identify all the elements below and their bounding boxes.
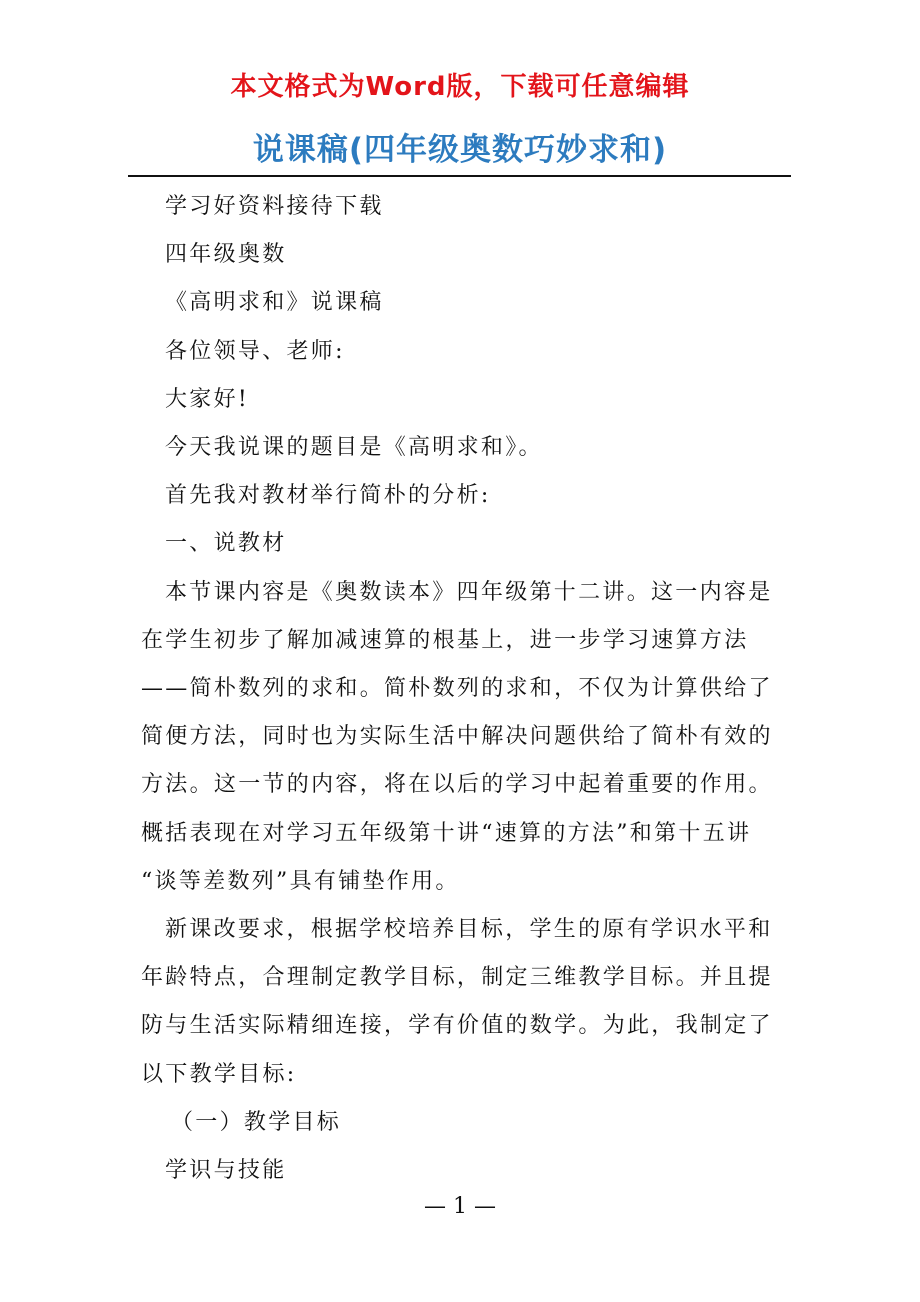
body-line: 《高明求和》说课稿: [165, 290, 384, 316]
paragraph-line: 防与生活实际精细连接，学有价值的数学。为此，我制定了: [141, 1013, 773, 1039]
format-notice: 本文格式为Word版，下载可任意编辑: [230, 72, 690, 102]
body-line: 大家好!: [165, 386, 250, 412]
body-line: 学习好资料接待下载: [165, 194, 384, 219]
body-line: 今天我说课的题目是《高明求和》。: [165, 435, 543, 461]
paragraph-line: 方法。这一节的内容，将在以后的学习中起着重要的作用。: [141, 772, 773, 798]
document-body: [141, 183, 801, 1195]
paragraph-line: 以下教学目标:: [141, 1061, 297, 1087]
paragraph-line: “谈等差数列”具有铺垫作用。: [141, 868, 460, 894]
body-line: 四年级奥数: [165, 242, 287, 268]
paragraph-line: 新课改要求，根据学校培养目标，学生的原有学识水平和: [165, 917, 773, 943]
body-line: 各位领导、老师:: [165, 338, 345, 364]
section-heading-1: 一、说教材: [165, 531, 287, 557]
header-divider: [128, 175, 791, 177]
body-line: 首先我对教材举行简朴的分析:: [165, 483, 491, 509]
paragraph-line: 简便方法，同时也为实际生活中解决问题供给了简朴有效的: [141, 724, 773, 750]
paragraph-line: 在学生初步了解加减速算的根基上，进一步学习速算方法: [141, 627, 749, 653]
subheading: 学识与技能: [165, 1158, 287, 1184]
paragraph-line: ——简朴数列的求和。简朴数列的求和，不仅为计算供给了: [141, 676, 773, 702]
paragraph-line: 概括表现在对学习五年级第十讲“速算的方法”和第十五讲: [141, 820, 752, 846]
objectives-heading: （一）教学目标: [171, 1109, 342, 1135]
paragraph-line: 本节课内容是《奥数读本》四年级第十二讲。这一内容是: [165, 579, 773, 605]
document-title: 说课稿(四年级奥数巧妙求和): [252, 132, 668, 168]
page-number: — 1 —: [424, 1194, 496, 1219]
paragraph-line: 年龄特点，合理制定教学目标，制定三维教学目标。并且提: [141, 965, 773, 991]
